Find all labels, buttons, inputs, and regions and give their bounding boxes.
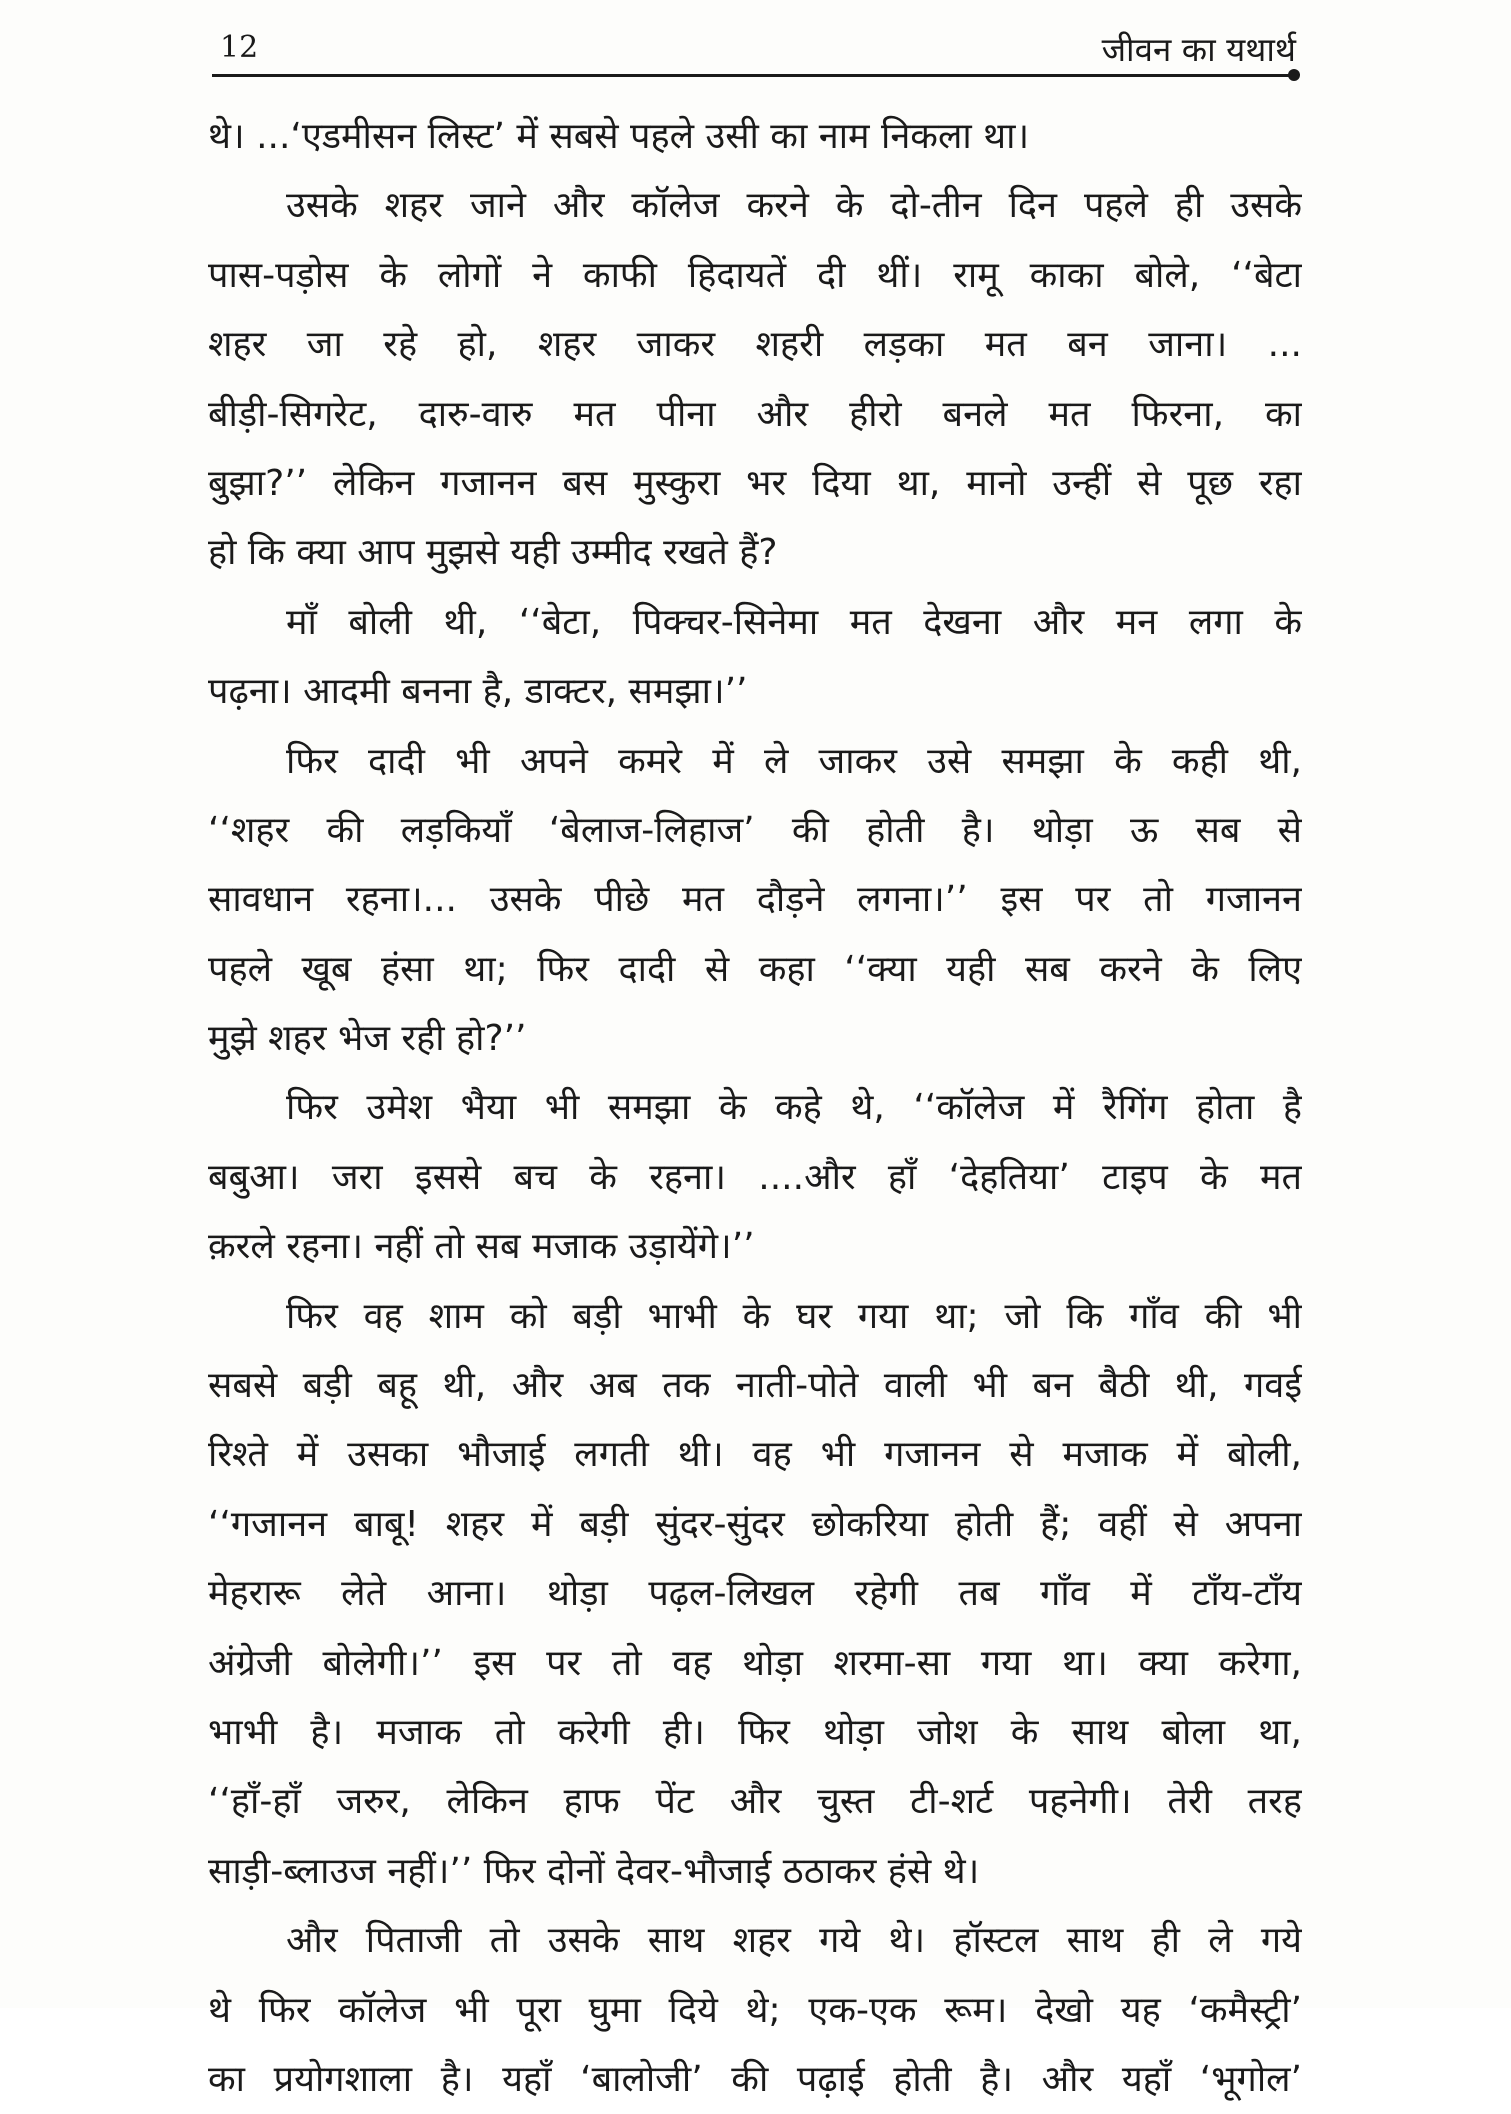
running-title: जीवन का यथार्थ xyxy=(1101,30,1296,69)
text-line: भाभी है। मजाक तो करेगी ही। फिर थोड़ा जोश के साथ बोला था, xyxy=(208,1711,1302,1753)
text-line: ‘‘शहर की लड़कियाँ ‘बेलाज-लिहाज’ की होती है। थोड़ा ऊ सब से xyxy=(208,809,1302,851)
text-line: फिर दादी भी अपने कमरे में ले जाकर उसे समझा के कही थी, xyxy=(286,740,1302,782)
header-rule xyxy=(212,74,1294,77)
text-line: मेहरारू लेते आना। थोड़ा पढ़ल-लिखल रहेगी तब गाँव में टाँय-टाँय xyxy=(208,1573,1302,1615)
text-line: ‘‘हाँ-हाँ जरुर, लेकिन हाफ पेंट और चुस्त टी-शर्ट पहनेगी। तेरी तरह xyxy=(208,1781,1302,1823)
text-line: थे। ...‘एडमीसन लिस्ट’ में सबसे पहले उसी का नाम निकला था। xyxy=(208,116,1030,157)
text-line: ‘‘गजानन बाबू! शहर में बड़ी सुंदर-सुंदर छोकरिया होती हैं; वहीं से अपना xyxy=(208,1503,1302,1545)
text-line: सबसे बड़ी बहू थी, और अब तक नाती-पोते वाली भी बन बैठी थी, गवई xyxy=(208,1365,1302,1407)
text-line: थे फिर कॉलेज भी पूरा घुमा दिये थे; एक-एक रूम। देखो यह ‘कमैस्ट्री’ xyxy=(208,1989,1302,2031)
text-line: सावधान रहना।... उसके पीछे मत दौड़ने लगना।’’ इस पर तो गजानन xyxy=(208,879,1302,921)
text-line: मुझे शहर भेज रही हो?’’ xyxy=(208,1018,527,1060)
header-rule-dot xyxy=(1288,69,1300,81)
text-line: पढ़ना। आदमी बनना है, डाक्टर, समझा।’’ xyxy=(208,671,748,713)
text-line: उसके शहर जाने और कॉलेज करने के दो-तीन दिन पहले ही उसके xyxy=(286,185,1302,227)
text-line: रिश्ते में उसका भौजाई लगती थी। वह भी गजानन से मजाक में बोली, xyxy=(208,1434,1302,1476)
page-number: 12 xyxy=(220,30,259,65)
text-line: माँ बोली थी, ‘‘बेटा, पिक्चर-सिनेमा मत देखना और मन लगा के xyxy=(286,601,1302,643)
text-line: क़रले रहना। नहीं तो सब मजाक उड़ायेंगे।’’ xyxy=(208,1226,755,1268)
body-text xyxy=(208,102,1302,2114)
text-line: और पिताजी तो उसके साथ शहर गये थे। हॉस्टल साथ ही ले गये xyxy=(286,1920,1302,1962)
text-line: शहर जा रहे हो, शहर जाकर शहरी लड़का मत बन जाना। ... xyxy=(208,324,1302,366)
text-line: पहले खूब हंसा था; फिर दादी से कहा ‘‘क्या यही सब करने के लिए xyxy=(208,948,1302,990)
text-line: अंग्रेजी बोलेगी।’’ इस पर तो वह थोड़ा शरमा-सा गया था। क्या करेगा, xyxy=(208,1642,1302,1684)
text-line: हो कि क्या आप मुझसे यही उम्मीद रखते हैं? xyxy=(208,532,778,574)
text-line: फिर उमेश भैया भी समझा के कहे थे, ‘‘कॉलेज में रैगिंग होता है xyxy=(286,1087,1302,1129)
text-line: फिर वह शाम को बड़ी भाभी के घर गया था; जो कि गाँव की भी xyxy=(286,1295,1302,1337)
page-header xyxy=(212,22,1300,82)
text-line: का प्रयोगशाला है। यहाँ ‘बालोजी’ की पढ़ाई होती है। और यहाँ ‘भूगोल’ xyxy=(208,2058,1302,2100)
text-line: बुझा?’’ लेकिन गजानन बस मुस्कुरा भर दिया था, मानो उन्हीं से पूछ रहा xyxy=(208,462,1302,504)
text-line: बीड़ी-सिगरेट, दारु-वारु मत पीना और हीरो बनले मत फिरना, का xyxy=(208,393,1302,435)
text-line: साड़ी-ब्लाउज नहीं।’’ फिर दोनों देवर-भौजाई ठठाकर हंसे थे। xyxy=(208,1850,980,1892)
text-line: पास-पड़ोस के लोगों ने काफी हिदायतें दी थीं। रामू काका बोले, ‘‘बेटा xyxy=(208,254,1302,296)
text-line: बबुआ। जरा इससे बच के रहना। ....और हाँ ‘देहतिया’ टाइप के मत xyxy=(208,1156,1302,1198)
